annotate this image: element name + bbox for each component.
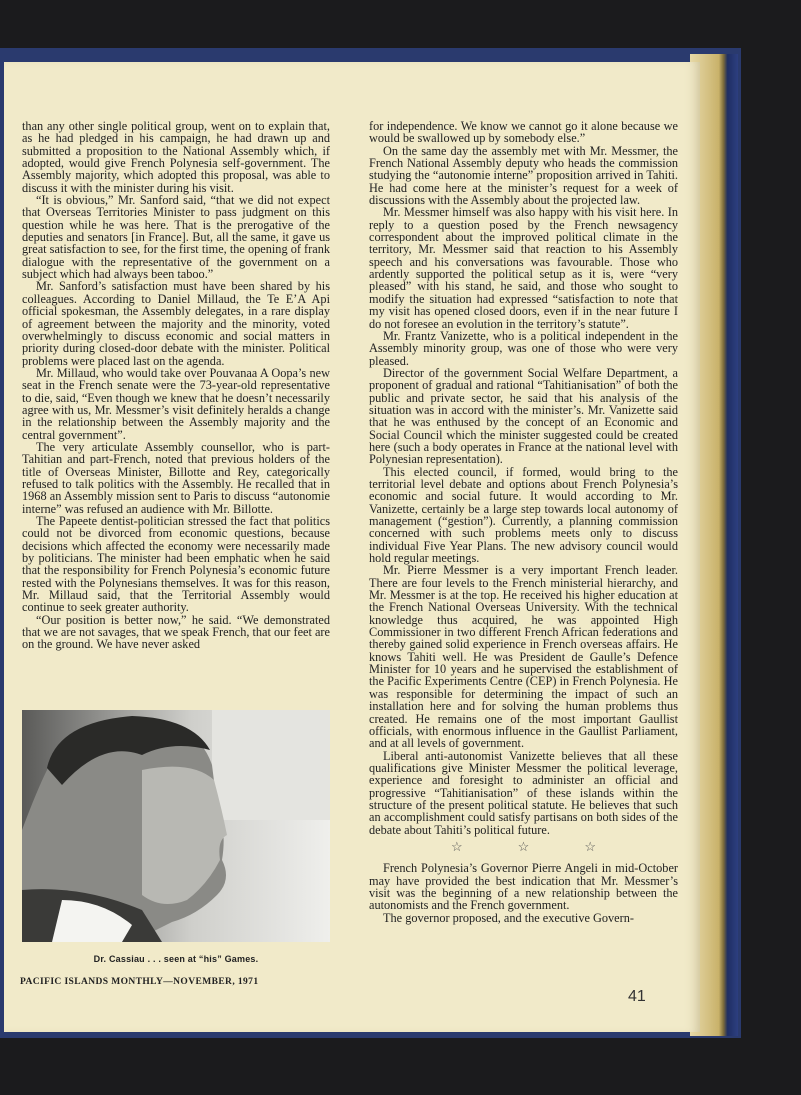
paragraph: for independence. We know we cannot go it alone because we would be swallowed up by somebody else.”: [369, 119, 678, 146]
paragraph: Mr. Millaud, who would take over Pouvanaa A Oopa’s new seat in the French senate were the 73-year-old representative to die, said, “Even though we knew that he doesn’t necessarily agree with us, Mr. Messmer’s visit definitely heralds a change in the relationship between the Assembly majority and the central government”.: [22, 365, 330, 442]
magazine-page: [4, 62, 700, 1032]
paragraph: “Our position is better now,” he said. “We demonstrated that we are not savages, that we speak French, that our feet are on the ground. We have never asked: [22, 612, 330, 652]
star-icon: ☆: [451, 838, 463, 854]
paragraph: The very articulate Assembly counsellor, who is part-Tahitian and part-French, noted that previous holders of the title of Overseas Minister, Billotte and Rey, categorically refused to talk politics with the Assembly. He recalled that in 1968 an Assembly mission sent to Paris to discuss “autonomie interne” was refused an audience with Mr. Billotte.: [22, 439, 330, 516]
star-icon: ☆: [584, 838, 596, 854]
paragraph: The Papeete dentist-politician stressed the fact that politics could not be divorced from economic questions, because decisions which affected the economy were necessarily made by politicians. The minister had been emphatic when he said that the responsibility for French Polynesia’s economic future rested with the Polynesians themselves. It was for this reason, Mr. Millaud said, that the Territorial Assembly would continue to seek greater authority.: [22, 514, 330, 615]
paragraph: French Polynesia’s Governor Pierre Angeli in mid-October may have provided the best indication that Mr. Messmer’s visit was the beginning of a new relationship between the autonomists and the French government.: [369, 861, 678, 913]
portrait-photo: [22, 710, 330, 942]
paragraph: Mr. Frantz Vanizette, who is a political independent in the Assembly minority group, was one of those who were very pleased.: [369, 328, 678, 368]
page-number: 41: [628, 988, 646, 1005]
paragraph: Mr. Sanford’s satisfaction must have been shared by his colleagues. According to Daniel Millaud, the Te E’A Api official spokesman, the Assembly delegates, in a rare display of agreement between the majority and the minority, voted overwhelmingly to discuss economic and social matters in priority during closed-door debate with the minister. Political problems were placed last on the agenda.: [22, 279, 330, 368]
right-column: [369, 120, 678, 924]
paragraph: Mr. Messmer himself was also happy with his visit here. In reply to a question posed by the French newsagency correspondent about the improved political climate in the territory, Mr. Messmer said that reaction to his Assembly speech and his conversations was favourable. Those who ardently supported the political setup as it is, were “very pleased” with his stand, he said, and those who sought to modify the situation had expressed “satisfaction to note that my visit has opened closed doors, even if in the near future I do not foresee an evolution in the territory’s statute”.: [369, 205, 678, 331]
left-column: [22, 120, 330, 651]
page-footer: PACIFIC ISLANDS MONTHLY—NOVEMBER, 1971: [20, 977, 259, 987]
photo-caption: Dr. Cassiau . . . seen at “his” Games.: [93, 954, 259, 964]
paragraph: than any other single political group, went on to explain that, as he had pledged in his campaign, he had drawn up and submitted a proposition to the National Assembly which, if adopted, would give French Polynesia self-government. The Assembly majority, which adopted this proposal, was able to discuss it with the minister during his visit.: [22, 119, 330, 195]
paragraph: Director of the government Social Welfare Department, a proponent of gradual and rational “Tahitianisation” of both the public and private sector, he said that his analysis of the situation was in accord with the minister’s. Mr. Vanizette said that he was enthused by the concept of an Economic and Social Council which the minister suggested could be created here (such a body operates in France at the national level with Polynesian representation).: [369, 365, 678, 467]
paragraph: “It is obvious,” Mr. Sanford said, “that we did not expect that Overseas Territories Minister to pass judgment on this question while he was here. That is the prerogative of the deputies and senators [in France]. But, all the same, it gave us great satisfaction to see, for the first time, the opening of frank dialogue with the representative of the government on a subject which had always been taboo.”: [22, 193, 330, 282]
star-icon: ☆: [517, 838, 530, 854]
paragraph: Liberal anti-autonomist Vanizette believes that all these qualifications give Minister Messmer the political leverage, experience and foresight to administer an official and progressive “Tahitianisation” of these islands within the structure of the present political statute. He believes that such an accomplishment could satisfy partisans on both sides of the debate about Tahiti’s political future.: [369, 748, 678, 837]
section-divider: [424, 838, 624, 854]
paragraph: Mr. Pierre Messmer is a very important French leader. There are four levels to the French ministerial hierarchy, and Mr. Messmer is at the top. He received his higher education at the French National Overseas University. With the technical knowledge thus acquired, he was appointed High Commissioner in two different French African federations and thereby gained solid experience in French overseas affairs. He knows Tahiti well. He was President de Gaulle’s Defence Minister for 10 years and he supervised the establishment of the Pacific Experiments Centre (CEP) in French Polynesia. He was responsible for determining the impact of such an installation here and for solving the human problems thus created. He remains one of the most important Gaullist officials, with enormous influence in the Gaullist Parliament, and at all levels of government.: [369, 563, 678, 751]
paragraph: This elected council, if formed, would bring to the territorial level debate and options about French Polynesia’s economic and social future. It would according to Mr. Vanizette, certainly be a large step towards local autonomy of management (“gestion”). Currently, a planning commission concerned with such problems meets only to discuss individual Five Year Plans. The new advisory council would hold regular meetings.: [369, 464, 678, 566]
paragraph: On the same day the assembly met with Mr. Messmer, the French National Assembly deputy who heads the commission studying the “autonomie interne” proposition arrived in Tahiti. He had come here at the minister’s request for a week of discussions with the Assembly about the projected law.: [369, 143, 678, 208]
paragraph: The governor proposed, and the executive Govern-: [383, 910, 634, 925]
